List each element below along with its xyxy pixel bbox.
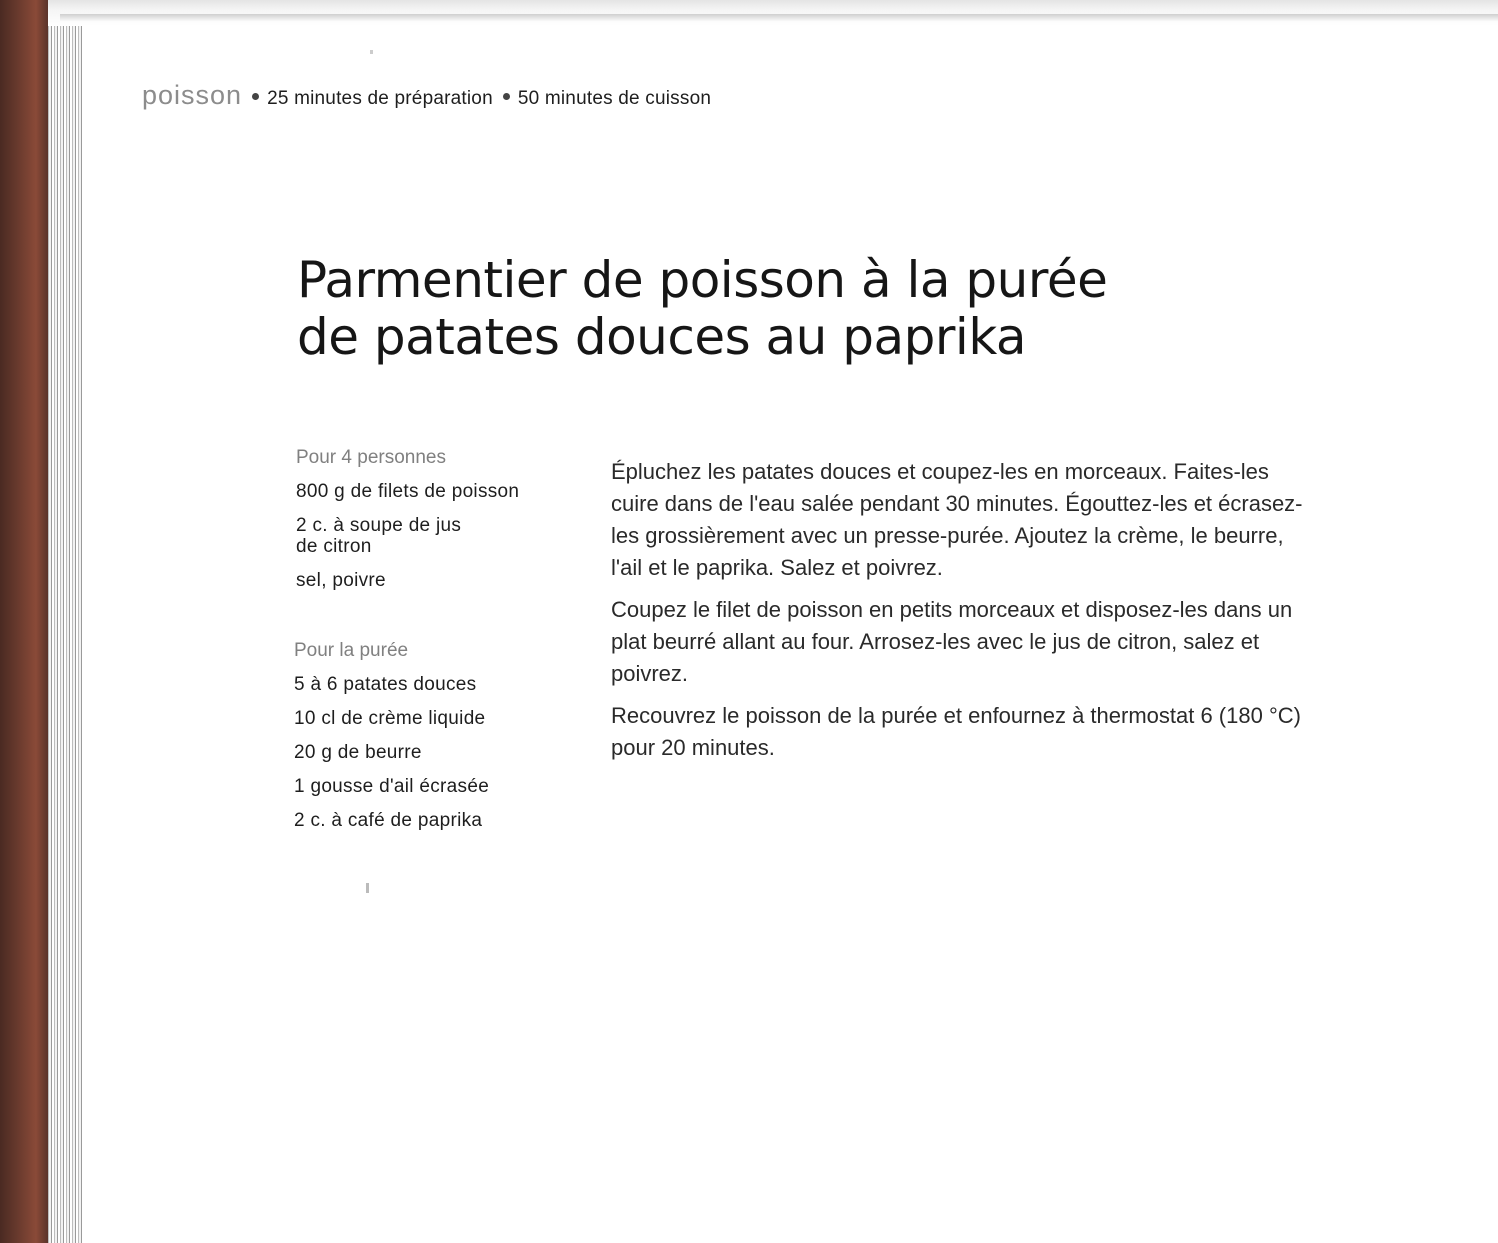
cook-time: 50 minutes de cuisson <box>517 88 712 109</box>
prep-time: 25 minutes de préparation <box>267 88 493 109</box>
page-edges <box>48 20 84 1243</box>
scan-speck <box>370 50 373 54</box>
ingredient-group-heading: Pour 4 personnes <box>296 447 446 468</box>
ingredient-item: 5 à 6 patates douces <box>294 674 477 695</box>
ingredient-item: 800 g de filets de poisson <box>296 481 520 502</box>
bullet-icon <box>252 93 259 100</box>
recipe-title-line-2: de patates douces au paprika <box>297 308 1027 366</box>
instruction-step: Coupez le filet de poisson en petits morceaux et disposez-les dans un plat beurré allant au four. Arrosez-les avec le jus de citron, salez et poivrez. <box>611 597 1293 686</box>
recipe-category: poisson <box>142 80 243 110</box>
ingredient-item: 10 cl de crème liquide <box>294 708 486 729</box>
ingredient-item: sel, poivre <box>296 570 386 591</box>
ingredient-item: 1 gousse d'ail écrasée <box>294 776 490 797</box>
ingredient-item: 20 g de beurre <box>294 742 422 763</box>
book-binding <box>0 0 48 1243</box>
ingredient-group-main <box>296 447 586 591</box>
ingredient-item: de citron <box>296 536 372 557</box>
ingredients-list <box>294 447 586 831</box>
page-top-edge <box>48 0 1498 26</box>
bullet-icon <box>503 93 510 100</box>
recipe-header <box>142 80 711 111</box>
recipe-title-line-1: Parmentier de poisson à la purée <box>297 251 1108 309</box>
ingredient-group-puree <box>294 640 489 844</box>
page-top-shadow <box>60 14 1498 22</box>
ingredient-group-heading: Pour la purée <box>294 640 409 661</box>
recipe-instructions <box>611 456 1311 774</box>
ingredient-item: 2 c. à café de paprika <box>294 810 483 831</box>
scan-speck <box>366 883 369 893</box>
recipe-title <box>297 252 1107 366</box>
ingredient-item: 2 c. à soupe de jus <box>296 515 462 536</box>
instruction-step: Épluchez les patates douces et coupez-les en morceaux. Faites-les cuire dans de l'eau salée pendant 30 minutes. Égouttez-les et écrasez-les grossièrement avec un presse-purée. Ajoutez la crème, le beurre, l'ail et le paprika. Salez et poivrez. <box>611 459 1303 580</box>
instruction-step: Recouvrez le poisson de la purée et enfournez à thermostat 6 (180 °C) pour 20 minutes. <box>611 703 1301 760</box>
